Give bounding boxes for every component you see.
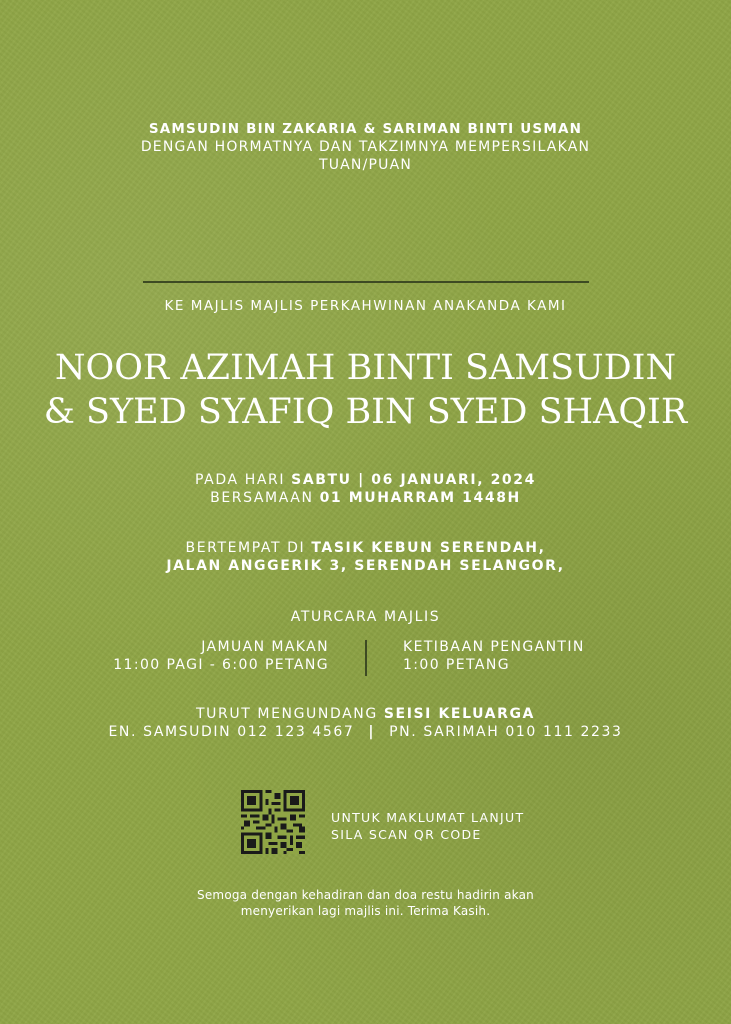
qr-caption-line-1: UNTUK MAKLUMAT LANJUT bbox=[331, 810, 525, 825]
header-line-2: DENGAN HORMATNYA DAN TAKZIMNYA MEMPERSILAKAN bbox=[140, 139, 591, 155]
invite-block bbox=[0, 705, 731, 741]
hijri-prefix: BERSAMAAN bbox=[210, 490, 320, 506]
invite-family: SEISI KELUARGA bbox=[383, 706, 535, 722]
contact-sarimah: PN. SARIMAH 010 111 2233 bbox=[389, 724, 623, 740]
hijri-line bbox=[0, 489, 731, 507]
invite-line bbox=[0, 705, 731, 723]
date-block bbox=[0, 471, 731, 507]
schedule-right bbox=[403, 638, 585, 674]
contact-separator: | bbox=[368, 724, 376, 740]
qr-caption-line-2: SILA SCAN QR CODE bbox=[331, 827, 482, 842]
qr-code-icon[interactable] bbox=[241, 790, 305, 854]
closing-line-2: menyerikan lagi majlis ini. Terima Kasih. bbox=[240, 904, 491, 918]
divider-line bbox=[143, 281, 589, 283]
closing-message bbox=[0, 887, 731, 919]
subtitle: KE MAJLIS MAJLIS PERKAHWINAN ANAKANDA KAMI bbox=[164, 298, 567, 314]
header-line-3: TUAN/PUAN bbox=[318, 157, 413, 173]
schedule-left-time: 11:00 PAGI - 6:00 PETANG bbox=[113, 657, 329, 673]
venue-address: JALAN ANGGERIK 3, SERENDAH SELANGOR, bbox=[166, 558, 565, 574]
schedule-left bbox=[113, 638, 329, 674]
closing-line-1: Semoga dengan kehadiran dan doa restu hadirin akan bbox=[197, 888, 534, 902]
venue-name: TASIK KEBUN SERENDAH, bbox=[311, 540, 546, 556]
invite-prefix: TURUT MENGUNDANG bbox=[196, 706, 384, 722]
venue-line bbox=[0, 539, 731, 557]
schedule-title: ATURCARA MAJLIS bbox=[290, 609, 441, 625]
qr-caption bbox=[331, 809, 524, 843]
date-prefix: PADA HARI bbox=[195, 472, 292, 488]
venue-prefix: BERTEMPAT DI bbox=[185, 540, 312, 556]
contact-samsudin: EN. SAMSUDIN 012 123 4567 bbox=[108, 724, 355, 740]
hijri-value: 01 MUHARRAM 1448H bbox=[319, 490, 521, 506]
bride-name: NOOR AZIMAH BINTI SAMSUDIN bbox=[54, 348, 677, 388]
schedule-right-time: 1:00 PETANG bbox=[403, 657, 510, 673]
venue-block bbox=[0, 539, 731, 575]
schedule-left-label: JAMUAN MAKAN bbox=[201, 639, 329, 655]
schedule-divider bbox=[365, 640, 367, 676]
groom-name: & SYED SYAFIQ BIN SYED SHAQIR bbox=[43, 392, 688, 432]
parents-names: SAMSUDIN BIN ZAKARIA & SARIMAN BINTI USMAN bbox=[148, 121, 583, 137]
date-value: SABTU | 06 JANUARI, 2024 bbox=[291, 472, 536, 488]
header-block bbox=[0, 120, 731, 174]
schedule-right-label: KETIBAAN PENGANTIN bbox=[403, 639, 585, 655]
contacts-line bbox=[0, 723, 731, 741]
couple-names bbox=[0, 346, 731, 434]
date-line bbox=[0, 471, 731, 489]
